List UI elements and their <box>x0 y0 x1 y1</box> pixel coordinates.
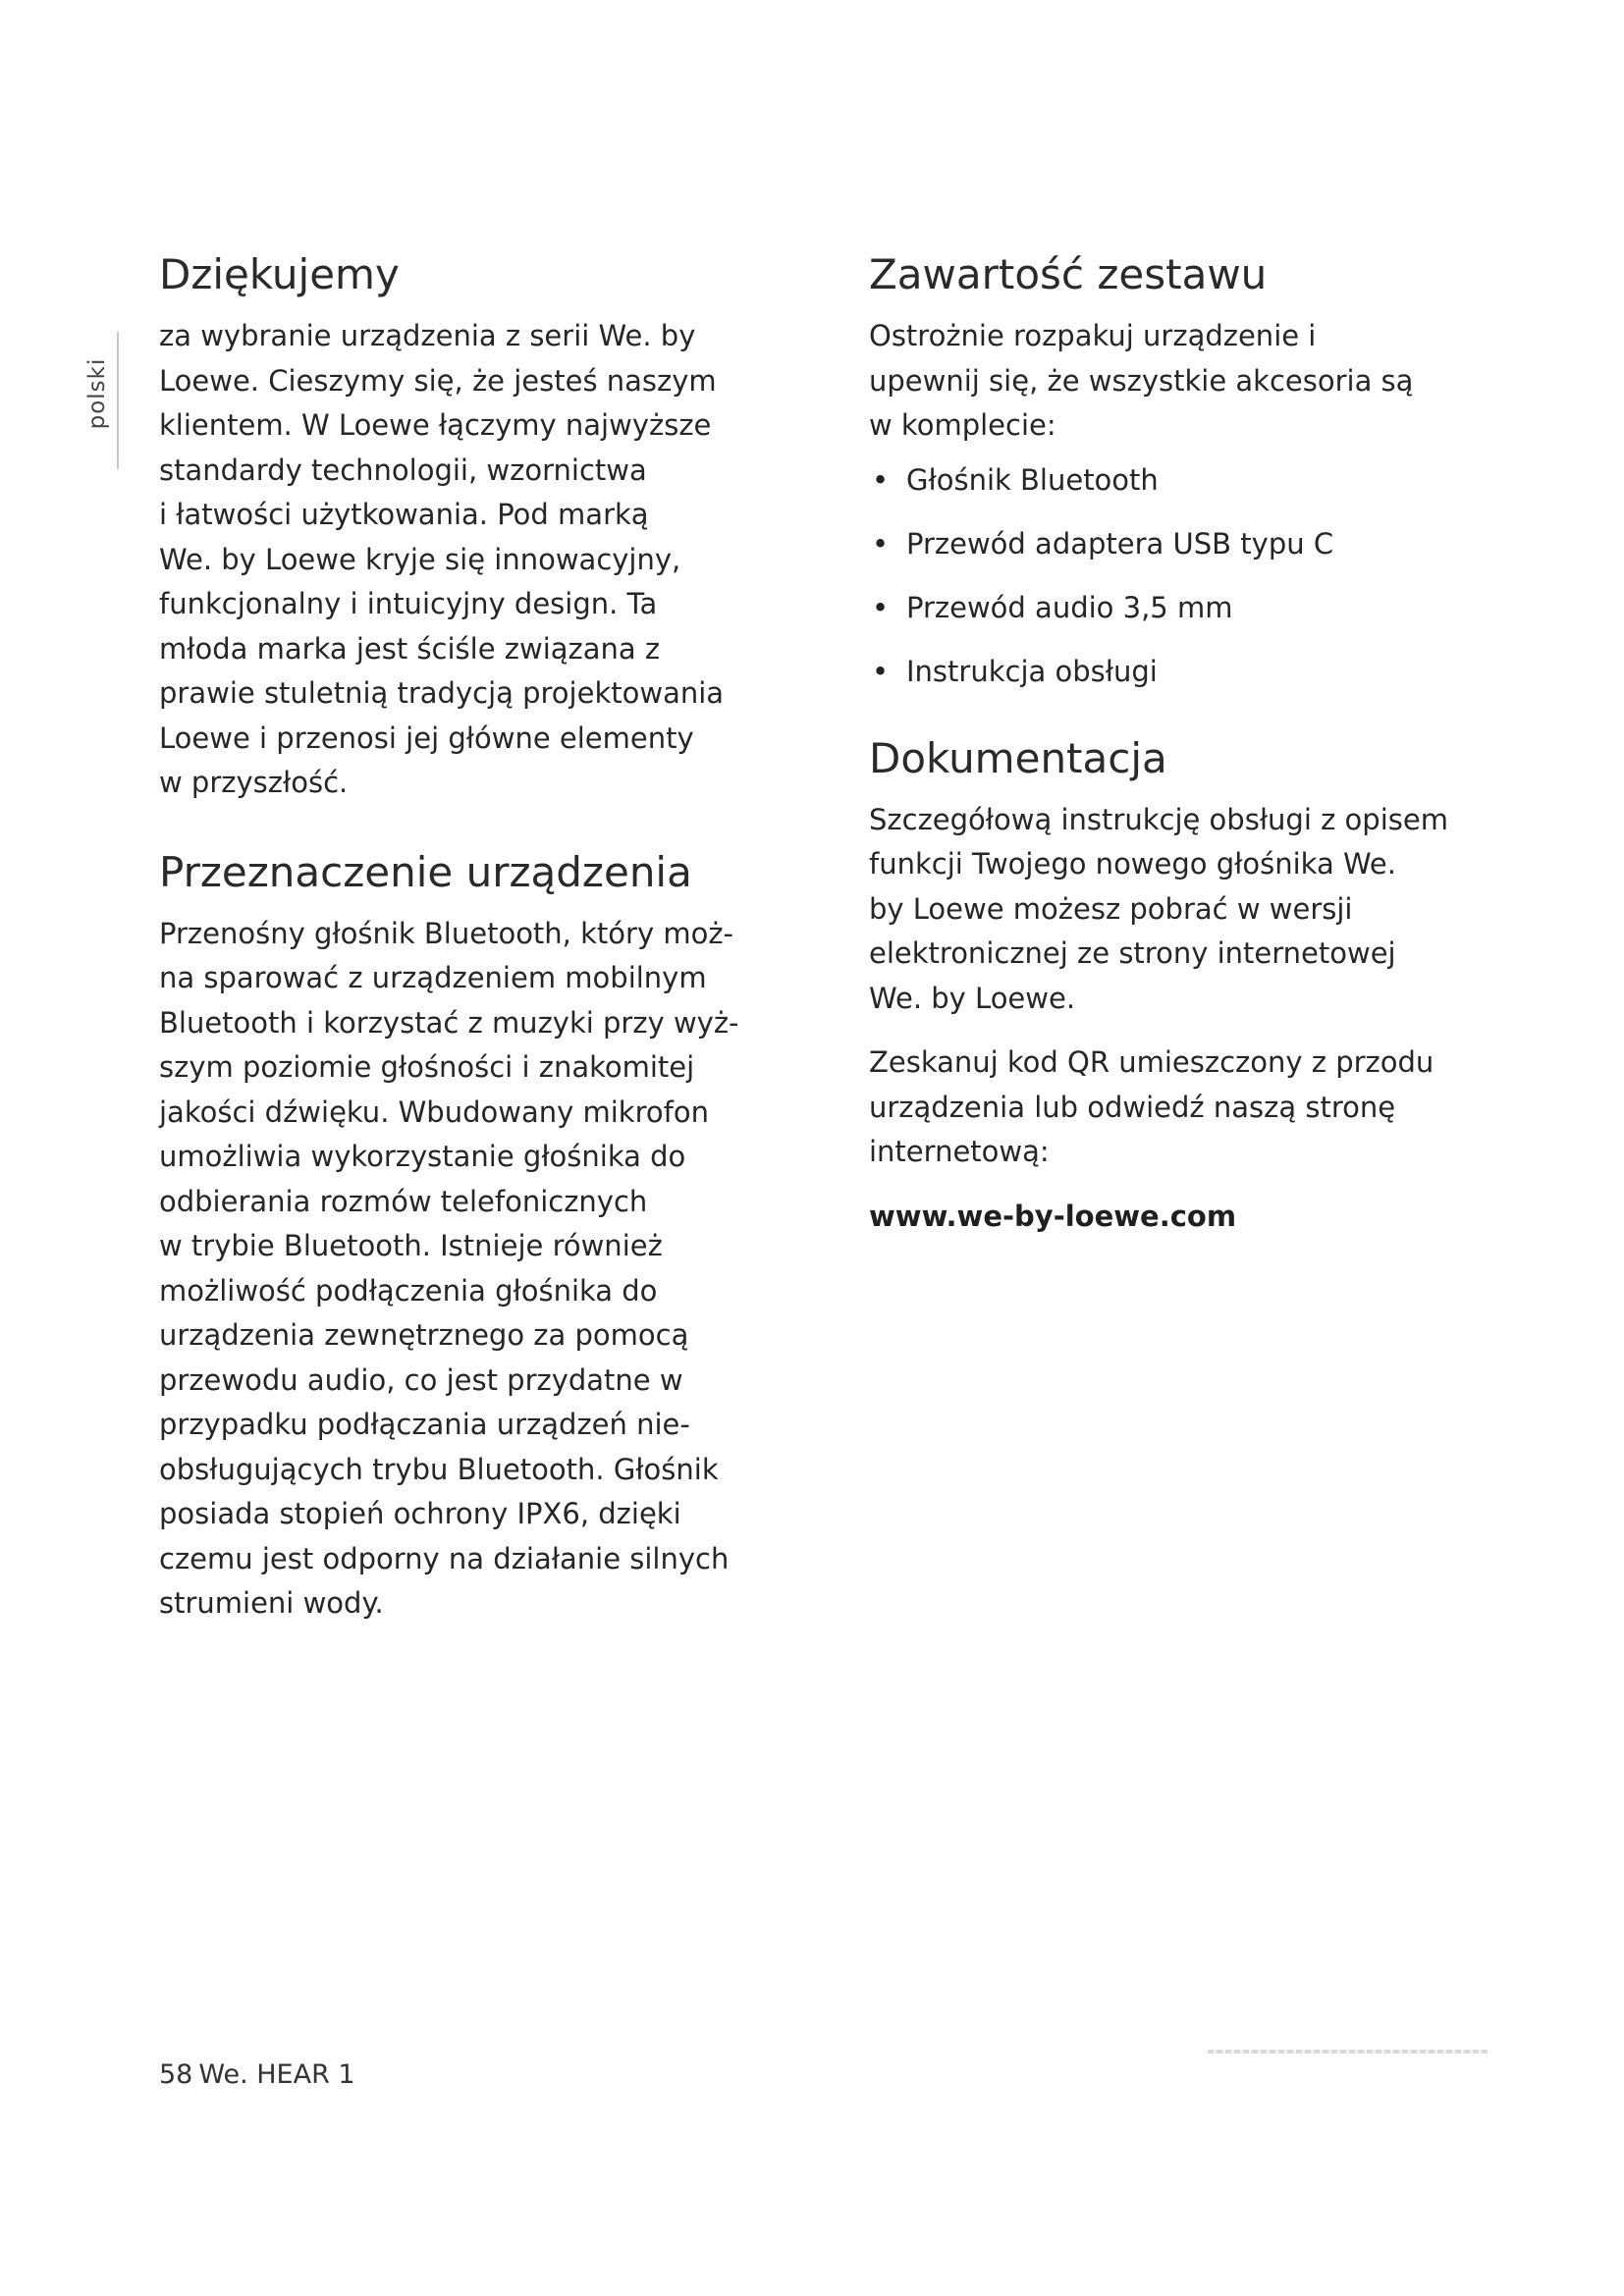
contents-heading: Zawartość zestawu <box>869 250 1268 298</box>
text-line: strumieni wody. <box>159 1586 384 1620</box>
text-line: umożliwia wykorzystanie głośnika do <box>159 1140 686 1173</box>
list-item: • Instrukcja obsługi <box>869 650 1497 694</box>
text-line: czemu jest odporny na działanie silnych <box>159 1541 730 1575</box>
text-line: We. by Loewe kryje się innowacyjny, <box>159 542 681 576</box>
text-line: upewnij się, że wszystkie akcesoria są <box>869 363 1414 398</box>
documentation-section <box>869 731 1497 1239</box>
purpose-section <box>159 845 797 1627</box>
right-column <box>869 247 1497 1239</box>
text-line: Zeskanuj kod QR umieszczony z przodu <box>869 1045 1435 1079</box>
text-line: standardy technologii, wzornictwa <box>159 453 647 487</box>
text-line: Ostrożnie rozpakuj urządzenie i <box>869 319 1317 352</box>
thanks-section <box>159 247 797 806</box>
text-line: za wybranie urządzenia z serii We. by <box>159 319 696 352</box>
list-item: • Przewód audio 3,5 mm <box>869 586 1497 630</box>
contents-section <box>869 247 1497 694</box>
page-number: 58 <box>159 2059 193 2090</box>
text-line: Loewe. Cieszymy się, że jesteś naszym <box>159 363 717 398</box>
language-tab-divider <box>117 332 119 469</box>
text-line: młoda marka jest ściśle związana z <box>159 631 661 666</box>
text-line: funkcji Twojego nowego głośnika We. <box>869 847 1396 881</box>
documentation-heading: Dokumentacja <box>869 733 1167 782</box>
qr-paragraph <box>869 1041 1497 1175</box>
text-line: by Loewe możesz pobrać w wersji <box>869 891 1353 926</box>
text-line: Bluetooth i korzystać z muzyki przy wyż- <box>159 1005 739 1040</box>
text-line: Szczegółową instrukcję obsługi z opisem <box>869 802 1448 836</box>
text-line: przypadku podłączania urządzeń nie- <box>159 1408 690 1441</box>
documentation-paragraph <box>869 798 1497 1022</box>
text-line: internetową: <box>869 1135 1050 1168</box>
product-name: We. HEAR 1 <box>198 2059 355 2090</box>
text-line: Przenośny głośnik Bluetooth, który moż- <box>159 916 734 950</box>
text-line: możliwość podłączenia głośnika do <box>159 1273 658 1308</box>
text-line: przewodu audio, co jest przydatne w <box>159 1362 683 1397</box>
text-line: i łatwości użytkowania. Pod marką <box>159 498 649 531</box>
text-line: w przyszłość. <box>159 766 349 799</box>
text-line: obsługujących trybu Bluetooth. Głośnik <box>159 1452 719 1486</box>
text-line: urządzenia lub odwiedź naszą stronę <box>869 1090 1396 1124</box>
text-line: elektronicznej ze strony internetowej <box>869 936 1396 970</box>
contents-intro <box>869 314 1497 449</box>
thanks-heading: Dziękujemy <box>159 250 400 298</box>
text-line: prawie stuletnią tradycją projektowania <box>159 676 725 710</box>
text-line: posiada stopień ochrony IPX6, dzięki <box>159 1497 681 1530</box>
purpose-paragraph <box>159 912 797 1627</box>
text-line: w trybie Bluetooth. Istnieje również <box>159 1229 663 1262</box>
list-item: • Przewód adaptera USB typu C <box>869 522 1497 566</box>
page-footer <box>159 2059 361 2090</box>
text-line: We. by Loewe. <box>869 981 1076 1015</box>
list-item: • Głośnik Bluetooth <box>869 458 1497 503</box>
left-column <box>159 247 797 1627</box>
website-link[interactable]: www.we-by-loewe.com <box>869 1199 1237 1233</box>
text-line: urządzenia zewnętrznego za pomocą <box>159 1318 689 1352</box>
footnote-rule <box>1208 2050 1488 2054</box>
text-line: Loewe i przenosi jej główne elementy <box>159 721 694 755</box>
text-line: szym poziomie głośności i znakomitej <box>159 1050 695 1084</box>
contents-list <box>869 458 1497 694</box>
thanks-paragraph <box>159 314 797 806</box>
text-line: jakości dźwięku. Wbudowany mikrofon <box>159 1095 709 1129</box>
text-line: klientem. W Loewe łączymy najwyższe <box>159 408 712 442</box>
purpose-heading: Przeznaczenie urządzenia <box>159 847 692 896</box>
text-line: w komplecie: <box>869 408 1056 442</box>
language-label: polski <box>84 357 110 430</box>
text-line: odbierania rozmów telefonicznych <box>159 1184 648 1218</box>
language-tab <box>73 332 122 469</box>
text-line: funkcjonalny i intuicyjny design. Ta <box>159 587 658 620</box>
text-line: na sparować z urządzeniem mobilnym <box>159 961 707 994</box>
